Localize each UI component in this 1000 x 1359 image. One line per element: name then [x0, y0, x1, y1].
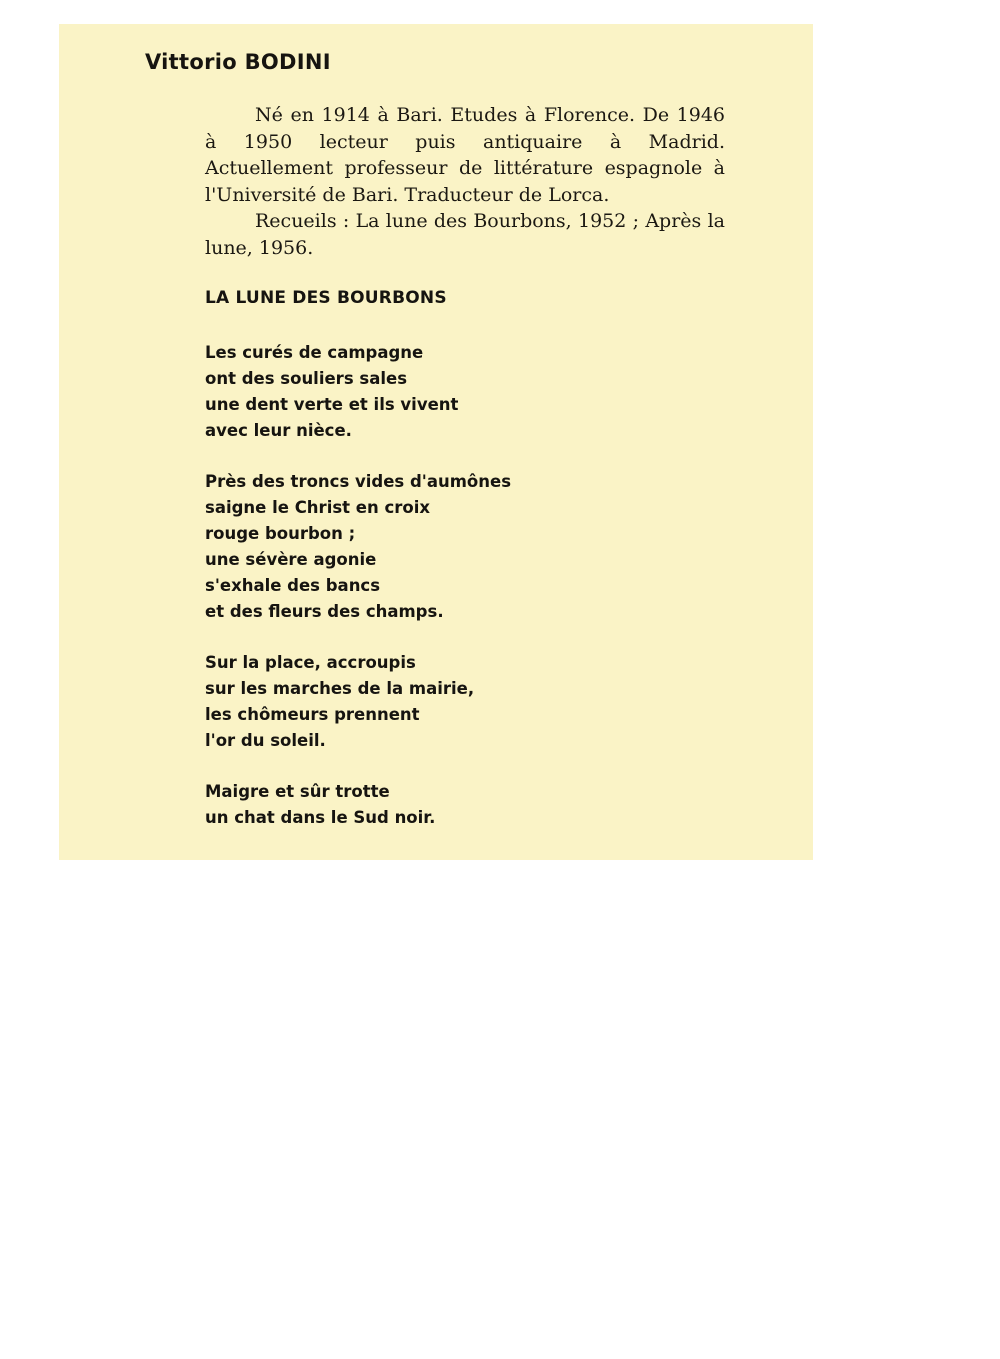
poem-line: Les curés de campagne: [205, 343, 424, 362]
author-name: Vittorio BODINI: [145, 50, 331, 74]
poem-line: Près des troncs vides d'aumônes: [205, 472, 512, 491]
poem-line: saigne le Christ en croix: [205, 498, 431, 517]
poem-line: et des fleurs des champs.: [205, 602, 444, 621]
poem-stanza: [205, 469, 511, 625]
poem-line: sur les marches de la mairie,: [205, 679, 475, 698]
poem-line: ont des souliers sales: [205, 369, 408, 388]
scanned-page: [59, 24, 813, 860]
poem-line: Sur la place, accroupis: [205, 653, 416, 672]
bio-paragraph: Recueils : La lune des Bourbons, 1952 ; Après la lune, 1956.: [205, 210, 725, 259]
poem-line: l'or du soleil.: [205, 731, 326, 750]
poem-stanza: [205, 340, 511, 444]
poem-line: Maigre et sûr trotte: [205, 782, 390, 801]
poem-stanza: [205, 779, 511, 831]
poem-line: une sévère agonie: [205, 550, 377, 569]
poem-line: une dent verte et ils vivent: [205, 395, 459, 414]
poem-body: [205, 340, 511, 856]
poem-title: LA LUNE DES BOURBONS: [205, 288, 447, 308]
poem-line: rouge bourbon ;: [205, 524, 356, 543]
poem-line: avec leur nièce.: [205, 421, 352, 440]
author-bio: [205, 102, 725, 261]
bio-paragraph: Né en 1914 à Bari. Etudes à Florence. De 1946 à 1950 lecteur puis antiquaire à Madrid. Actuellement professeur de littérature espagnole à l'Université de Bari. Traducteur de Lorca.: [205, 104, 725, 206]
poem-stanza: [205, 650, 511, 754]
poem-line: les chômeurs prennent: [205, 705, 420, 724]
poem-line: s'exhale des bancs: [205, 576, 381, 595]
poem-line: un chat dans le Sud noir.: [205, 808, 436, 827]
